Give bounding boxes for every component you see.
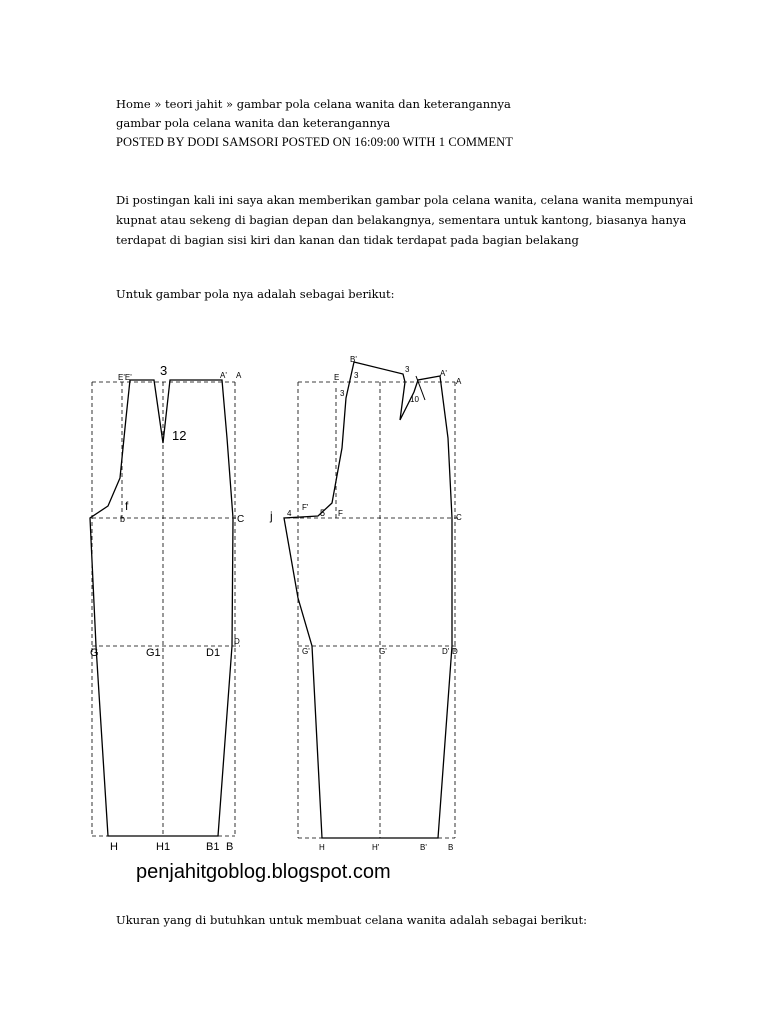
back-label: H xyxy=(319,843,325,852)
intro-line: kupnat atau sekeng di bagian depan dan belakangnya, sementara untuk kantong, biasanya hanya xyxy=(116,213,687,227)
figure-watermark: penjahitgoblog.blogspot.com xyxy=(136,861,391,883)
intro-paragraph xyxy=(116,190,694,250)
front-label: H xyxy=(110,841,118,853)
front-label: 3 xyxy=(160,363,168,378)
breadcrumb-home-link[interactable]: Home xyxy=(116,97,151,111)
back-label: 10 xyxy=(410,395,419,404)
front-label: G1 xyxy=(146,647,161,659)
back-label: B xyxy=(448,843,454,852)
back-label: F' xyxy=(302,503,309,512)
back-label: G' xyxy=(379,647,387,656)
back-label: E xyxy=(334,373,340,382)
back-label: 3 xyxy=(405,365,410,374)
post-title: gambar pola celana wanita dan keterangannya xyxy=(116,116,391,130)
front-label: B1 xyxy=(206,841,220,853)
back-label: 3 xyxy=(354,371,359,380)
back-label: H' xyxy=(372,843,380,852)
front-label: f xyxy=(125,499,129,513)
intro-line: terdapat di bagian sisi kiri dan kanan dan tidak terdapat pada bagian belakang xyxy=(116,233,579,247)
back-label: G' xyxy=(302,647,310,656)
back-label: A xyxy=(456,377,462,386)
back-pattern-piece xyxy=(284,362,458,838)
back-label: 4 xyxy=(287,509,292,518)
back-label: 3 xyxy=(340,389,345,398)
front-label: A xyxy=(236,371,242,380)
front-label: b xyxy=(120,514,126,524)
front-label: 12 xyxy=(172,428,187,443)
back-label: A' xyxy=(440,369,447,378)
back-label: B' xyxy=(420,843,427,852)
front-label: A' xyxy=(220,371,227,380)
front-label: H1 xyxy=(156,841,171,853)
breadcrumb-current: gambar pola celana wanita dan keterangannya xyxy=(236,97,511,111)
back-label: 5 xyxy=(320,508,326,518)
back-label: F xyxy=(338,509,343,518)
front-pattern-piece xyxy=(90,380,240,836)
pattern-intro: Untuk gambar pola nya adalah sebagai berikut: xyxy=(116,287,395,301)
intro-line: Di postingan kali ini saya akan memberikan gambar pola celana wanita, celana wanita mempunyai xyxy=(116,193,694,207)
breadcrumb-separator: » xyxy=(150,97,166,111)
back-label: C xyxy=(456,513,462,522)
back-label: B' xyxy=(350,355,357,364)
breadcrumb-separator: » xyxy=(222,97,237,111)
front-label: D xyxy=(234,637,240,646)
back-label: j xyxy=(270,509,273,523)
post-byline: POSTED BY DODI SAMSORI POSTED ON 16:09:00 WITH 1 COMMENT xyxy=(116,135,513,149)
front-label: C xyxy=(237,514,245,525)
front-label: E'E' xyxy=(118,373,132,382)
breadcrumb xyxy=(116,96,511,112)
front-label: D1 xyxy=(206,647,221,659)
front-label: B xyxy=(226,841,234,853)
back-label: D' xyxy=(442,647,450,656)
measurement-intro: Ukuran yang di butuhkan untuk membuat celana wanita adalah sebagai berikut: xyxy=(116,913,588,927)
front-label: G xyxy=(90,647,99,659)
back-label: D xyxy=(452,647,458,656)
pants-pattern-figure xyxy=(80,348,480,858)
breadcrumb-category-link[interactable]: teori jahit xyxy=(165,97,223,111)
